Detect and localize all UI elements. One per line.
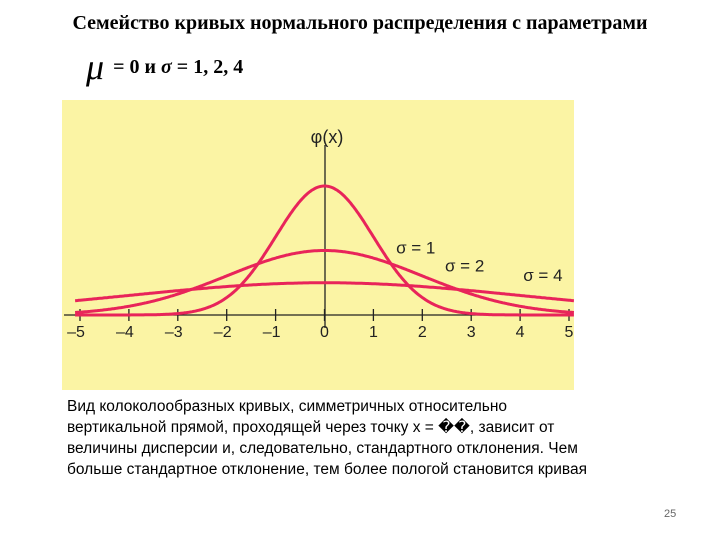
x-tick-label: 1 — [368, 324, 378, 341]
x-tick-label: 5 — [564, 324, 574, 341]
x-tick-label: 0 — [320, 324, 329, 341]
caption-line: больше стандартное отклонение, тем более пологой становится кривая — [67, 461, 587, 478]
sigma-symbol: σ — [161, 56, 172, 78]
x-tick-label: –2 — [213, 324, 232, 341]
x-tick-label: 4 — [515, 324, 525, 341]
caption-line: вертикальной прямой, проходящей через точку x = ��, зависит от — [67, 419, 555, 436]
x-tick-label: –4 — [116, 324, 134, 341]
series-label-sigma-2: σ = 2 — [444, 256, 485, 276]
sigma-values: = 1, 2, 4 — [176, 56, 244, 78]
y-axis-label: φ(x) — [310, 127, 344, 147]
x-tick-label: –3 — [164, 324, 183, 341]
caption — [67, 396, 687, 480]
x-tick-label: –5 — [67, 324, 85, 341]
caption-line: Вид колоколообразных кривых, симметричных относительно — [67, 398, 508, 415]
x-tick-label: –1 — [262, 324, 281, 341]
caption-line: величины дисперсии и, следовательно, стандартного отклонения. Чем — [67, 440, 578, 457]
conjunction: и — [144, 56, 157, 78]
slide-title: Семейство кривых нормального распределения с параметрами — [72, 12, 648, 34]
series-label-sigma-4: σ = 4 — [523, 265, 563, 285]
x-tick-label: 3 — [466, 324, 476, 341]
x-tick-label: 2 — [417, 324, 427, 341]
mu-symbol: μ — [86, 47, 105, 87]
page-number: 25 — [664, 508, 677, 520]
mu-value: = 0 — [113, 56, 140, 78]
series-label-sigma-1: σ = 1 — [396, 238, 436, 258]
